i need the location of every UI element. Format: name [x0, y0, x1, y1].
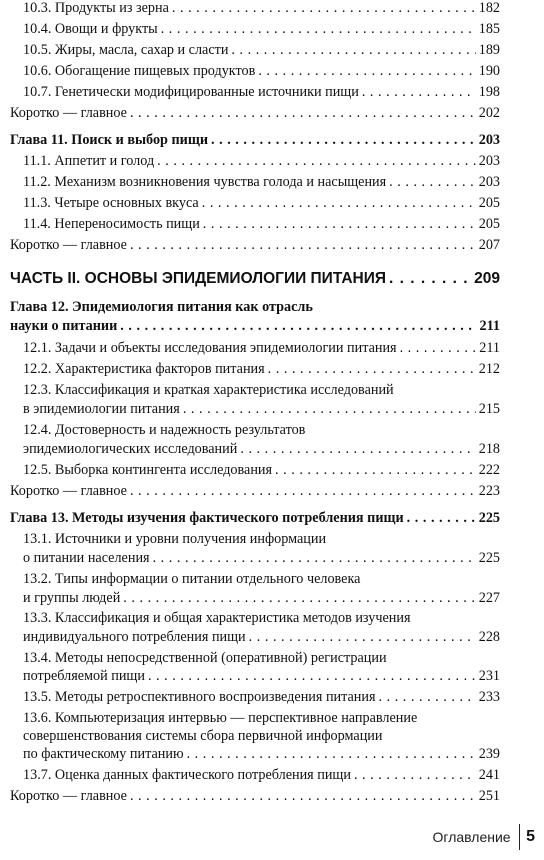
dot-leader: [172, 0, 476, 17]
entry-title: в эпидемиологии питания: [23, 401, 180, 417]
toc-entry: [10, 236, 500, 254]
toc-entry: [23, 688, 500, 706]
entry-page: 205: [478, 216, 500, 232]
dot-leader: [202, 194, 476, 212]
entry-title-line: 13.1. Источники и уровни получения информации: [23, 531, 327, 547]
entry-page: 231: [478, 668, 500, 684]
toc-entry: [23, 360, 500, 378]
dot-leader: [362, 83, 476, 101]
entry-page: 233: [478, 689, 500, 705]
toc-entry: [23, 173, 500, 191]
entry-page: 241: [478, 767, 500, 783]
dot-leader: [203, 215, 476, 233]
entry-title: 10.5. Жиры, масла, сахар и сласти: [23, 42, 229, 58]
entry-title: по фактическому питанию: [23, 746, 184, 762]
chapter-title: Глава 13. Методы изучения фактического потребления пищи: [10, 510, 404, 526]
toc-entry: [23, 62, 500, 80]
toc-entry: [23, 152, 500, 170]
entry-page: 205: [478, 195, 500, 211]
entry-page: 212: [478, 361, 500, 377]
entry-page: 182: [478, 0, 500, 16]
entry-page: 228: [478, 629, 500, 645]
dot-leader: [407, 509, 476, 527]
entry-title: 11.2. Механизм возникновения чувства голода и насыщения: [23, 174, 387, 190]
toc-entry: [23, 194, 500, 212]
entry-title: потребляемой пищи: [23, 668, 145, 684]
toc-entry: [23, 215, 500, 233]
toc-chapter: [10, 509, 500, 527]
dot-leader: [123, 589, 475, 607]
entry-page: 203: [478, 153, 500, 169]
toc-entry: [23, 400, 500, 418]
toc-entry: [23, 589, 500, 607]
entry-title-line: 12.3. Классификация и краткая характеристика исследований: [23, 382, 394, 398]
dot-leader: [161, 20, 476, 38]
entry-title: и группы людей: [23, 590, 121, 606]
dot-leader: [389, 270, 471, 288]
toc-entry: [23, 628, 500, 646]
entry-title: 11.1. Аппетит и голод: [23, 153, 155, 169]
toc-entry: [23, 41, 500, 59]
entry-title: 12.5. Выборка контингента исследования: [23, 462, 273, 478]
entry-title: Коротко — главное: [10, 483, 127, 499]
entry-page: 251: [478, 788, 500, 804]
toc-entry: [23, 745, 500, 763]
entry-page: 223: [478, 483, 500, 499]
entry-page: 227: [478, 590, 500, 606]
entry-title: 13.7. Оценка данных фактического потребления пищи: [23, 767, 351, 783]
dot-leader: [379, 688, 476, 706]
toc-chapter: [10, 317, 500, 335]
entry-page: 189: [478, 42, 500, 58]
entry-page: 211: [479, 340, 500, 356]
dot-leader: [187, 745, 476, 763]
chapter-title: науки о питании: [10, 318, 118, 334]
entry-title: Коротко — главное: [10, 237, 127, 253]
chapter-title-line: Глава 12. Эпидемиология питания как отрасль: [10, 299, 313, 315]
toc-entry: [10, 482, 500, 500]
entry-title-line: 13.3. Классификация и общая характеристика методов изучения: [23, 610, 411, 626]
toc-entry: [10, 787, 500, 805]
page-number: 5: [526, 828, 535, 845]
dot-leader: [231, 41, 475, 59]
toc-entry: [23, 0, 500, 17]
dot-leader: [120, 317, 476, 335]
entry-page: 203: [478, 132, 500, 148]
footer-divider: [519, 824, 521, 850]
entry-page: 225: [478, 550, 500, 566]
dot-leader: [130, 104, 476, 122]
dot-leader: [389, 173, 476, 191]
entry-page: 225: [478, 510, 500, 526]
dot-leader: [183, 400, 476, 418]
dot-leader: [153, 549, 476, 567]
entry-title: 11.3. Четыре основных вкуса: [23, 195, 199, 211]
dot-leader: [400, 339, 477, 357]
dot-leader: [268, 360, 476, 378]
entry-title-line: 13.6. Компьютеризация интервью — перспективное направление: [23, 710, 418, 726]
running-title: Оглавление: [432, 829, 511, 845]
entry-page: 215: [478, 401, 500, 417]
entry-page: 222: [478, 462, 500, 478]
entry-title: 12.1. Задачи и объекты исследования эпидемиологии питания: [23, 340, 397, 356]
entry-page: 203: [478, 174, 500, 190]
dot-leader: [148, 667, 476, 685]
entry-title-line: 12.4. Достоверность и надежность результатов: [23, 422, 306, 438]
entry-page: 185: [478, 21, 500, 37]
toc-entry: [23, 667, 500, 685]
toc-entry: [23, 20, 500, 38]
entry-title: 13.5. Методы ретроспективного воспроизведения питания: [23, 689, 376, 705]
entry-title: Коротко — главное: [10, 788, 127, 804]
toc-entry: [23, 339, 500, 357]
dot-leader: [354, 766, 476, 784]
toc-entry: [23, 83, 500, 101]
entry-page: 207: [478, 237, 500, 253]
dot-leader: [249, 628, 476, 646]
toc-entry: [23, 440, 500, 458]
toc-entry: [23, 766, 500, 784]
chapter-title: Глава 11. Поиск и выбор пищи: [10, 132, 208, 148]
dot-leader: [130, 482, 476, 500]
dot-leader: [240, 440, 475, 458]
entry-page: 198: [478, 84, 500, 100]
entry-title: эпидемиологических исследований: [23, 441, 238, 457]
entry-title: 11.4. Непереносимость пищи: [23, 216, 200, 232]
entry-title-line: 13.2. Типы информации о питании отдельного человека: [23, 571, 361, 587]
entry-page: 209: [474, 270, 500, 287]
entry-title: 10.7. Генетически модифицированные источники пищи: [23, 84, 359, 100]
entry-page: 211: [479, 318, 500, 334]
dot-leader: [130, 787, 476, 805]
toc-entry: [23, 549, 500, 567]
entry-title: 10.4. Овощи и фрукты: [23, 21, 158, 37]
toc-entry: [23, 461, 500, 479]
entry-title: Коротко — главное: [10, 105, 127, 121]
entry-title: 10.6. Обогащение пищевых продуктов: [23, 63, 256, 79]
toc-entry: [10, 104, 500, 122]
dot-leader: [275, 461, 476, 479]
entry-page: 190: [478, 63, 500, 79]
entry-title-line: совершенствования системы сбора первичной информации: [23, 728, 383, 744]
dot-leader: [211, 131, 476, 149]
dot-leader: [130, 236, 476, 254]
page-footer: [433, 822, 535, 852]
part-title: ЧАСТЬ II. ОСНОВЫ ЭПИДЕМИОЛОГИИ ПИТАНИЯ: [10, 270, 386, 287]
entry-page: 239: [478, 746, 500, 762]
entry-title: 10.3. Продукты из зерна: [23, 0, 169, 16]
entry-title: 12.2. Характеристика факторов питания: [23, 361, 265, 377]
entry-title-line: 13.4. Методы непосредственной (оперативной) регистрации: [23, 650, 387, 666]
dot-leader: [157, 152, 476, 170]
entry-page: 202: [478, 105, 500, 121]
toc-chapter: [10, 131, 500, 149]
entry-page: 218: [478, 441, 500, 457]
entry-title: индивидуального потребления пищи: [23, 629, 246, 645]
dot-leader: [258, 62, 475, 80]
entry-title: о питании населения: [23, 550, 150, 566]
toc-part: [10, 270, 500, 288]
